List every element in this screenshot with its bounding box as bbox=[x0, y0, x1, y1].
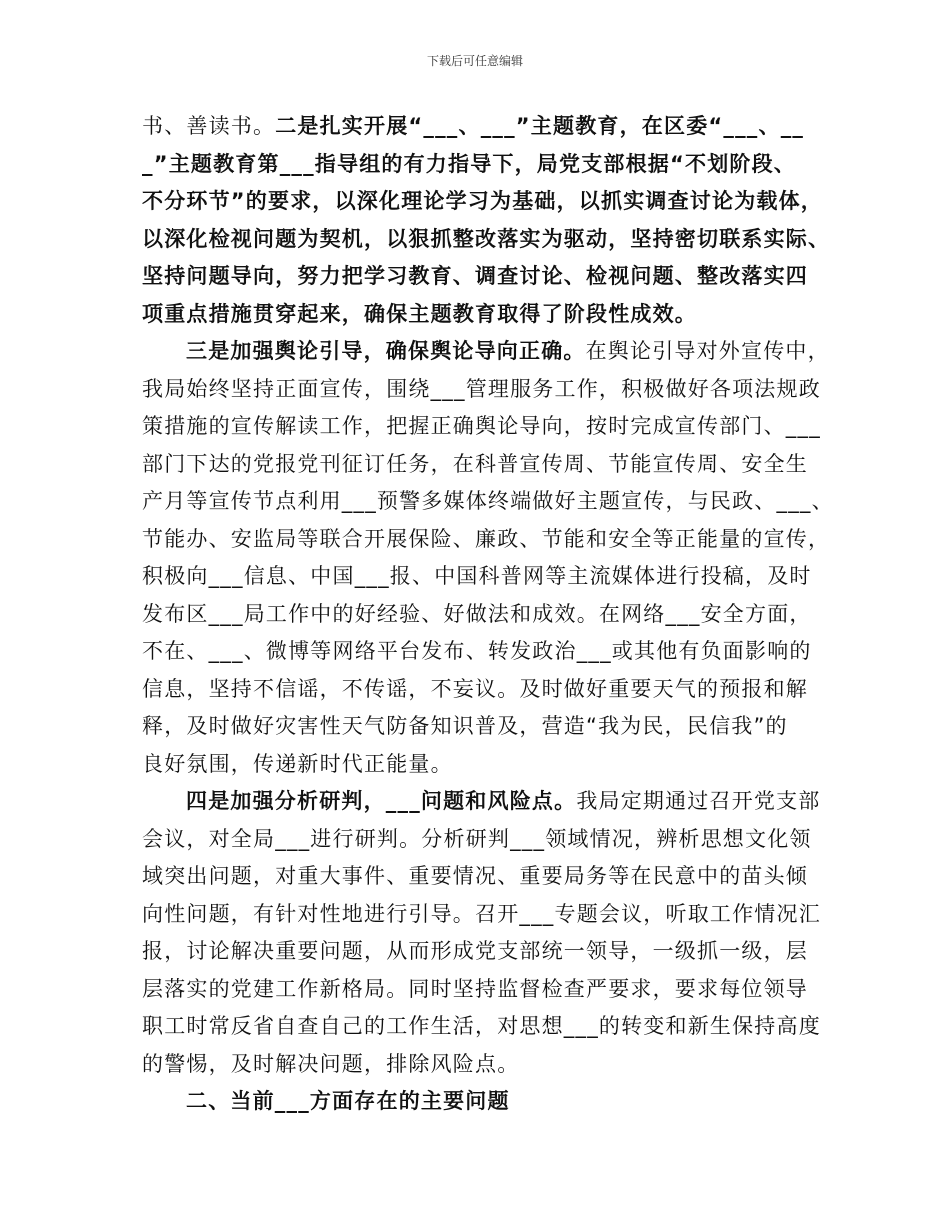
text-segment: 会议，对全局___进行研判。分析研判___领域情况，辨析思想文化领 bbox=[142, 826, 812, 851]
text-segment: 层落实的党建工作新格局。同时坚持监督检查严要求，要求每位领导 bbox=[142, 976, 808, 1001]
text-line bbox=[142, 1083, 822, 1121]
text-segment: 节能办、安监局等联合开展保险、廉政、节能和安全等正能量的宣传， bbox=[142, 526, 831, 551]
text-line bbox=[142, 296, 822, 334]
text-line bbox=[142, 783, 822, 821]
text-line bbox=[142, 896, 822, 934]
document-body bbox=[142, 108, 834, 1121]
text-line bbox=[142, 221, 831, 259]
text-line bbox=[142, 558, 822, 596]
text-segment: 向性问题，有针对性地进行引导。召开___专题会议，听取工作情况汇 bbox=[142, 901, 821, 926]
text-line bbox=[142, 1008, 822, 1046]
text-line bbox=[142, 108, 822, 146]
page-header: 下载后可任意编辑 bbox=[426, 54, 523, 68]
text-segment: 良好氛围，传递新时代正能量。 bbox=[142, 751, 453, 776]
text-line bbox=[142, 633, 822, 671]
text-segment: 在舆论引导对外宣传中， bbox=[585, 339, 830, 363]
text-line bbox=[142, 446, 822, 484]
text-line bbox=[142, 596, 822, 634]
text-line bbox=[142, 333, 830, 371]
text-segment: 报，讨论解决重要问题，从而形成党支部统一领导，一级抓一级，层 bbox=[142, 939, 808, 963]
text-line bbox=[142, 521, 831, 559]
text-line bbox=[142, 671, 822, 709]
text-line bbox=[142, 858, 822, 896]
text-segment: 项重点措施贯穿起来，确保主题教育取得了阶段性成效。 bbox=[142, 301, 697, 326]
text-line bbox=[142, 371, 822, 409]
text-segment: 信息，坚持不信谣，不传谣，不妄议。及时做好重要天气的预报和解 bbox=[142, 676, 808, 701]
text-line bbox=[142, 408, 822, 446]
text-segment: 发布区___局工作中的好经验、好做法和成效。在网络___安全方面， bbox=[142, 601, 812, 626]
text-segment: 以深化检视问题为契机，以狠抓整改落实为驱动，坚持密切联系实际、 bbox=[142, 226, 831, 251]
text-segment: 我局定期通过召开党支部 bbox=[576, 789, 821, 813]
text-line bbox=[142, 258, 822, 296]
text-segment: 职工时常反省自查自己的工作生活，对思想___的转变和新生保持高度 bbox=[142, 1014, 821, 1038]
text-segment: 产月等宣传节点利用___预警多媒体终端做好主题宣传，与民政、___、 bbox=[142, 489, 834, 513]
text-segment: 不在、___、微博等网络平台发布、转发政治___或其他有负面影响的 bbox=[142, 639, 812, 663]
text-segment: 三是加强舆论引导，确保舆论导向正确。 bbox=[186, 339, 586, 363]
text-segment: 书、善读书。 bbox=[142, 114, 276, 138]
text-segment: 二是扎实开展“___、___”主题教育，在区委“___、__ bbox=[275, 114, 805, 138]
text-line bbox=[142, 746, 822, 784]
text-line bbox=[142, 183, 822, 221]
text-segment: 坚持问题导向，努力把学习教育、调查讨论、检视问题、整改落实四 bbox=[142, 264, 808, 288]
text-line bbox=[142, 708, 822, 746]
text-line bbox=[142, 146, 822, 184]
text-segment: _”主题教育第___指导组的有力指导下，局党支部根据“不划阶段、 bbox=[142, 151, 797, 176]
text-line bbox=[142, 933, 822, 971]
text-line bbox=[142, 1046, 822, 1084]
text-segment: 策措施的宣传解读工作，把握正确舆论导向，按时完成宣传部门、___ bbox=[142, 414, 821, 438]
text-line bbox=[142, 821, 822, 859]
text-segment: 释，及时做好灾害性天气防备知识普及，营造“我为民，民信我”的 bbox=[142, 714, 788, 738]
text-segment: 部门下达的党报党刊征订任务，在科普宣传周、节能宣传周、安全生 bbox=[142, 451, 808, 476]
text-segment: 的警惕，及时解决问题，排除风险点。 bbox=[142, 1051, 520, 1076]
text-segment: 我局始终坚持正面宣传，围绕___管理服务工作，积极做好各项法规政 bbox=[142, 376, 821, 401]
text-line bbox=[142, 971, 822, 1009]
text-segment: 四是加强分析研判，___问题和风险点。 bbox=[186, 789, 577, 813]
text-segment: 不分环节”的要求，以深化理论学习为基础，以抓实调查讨论为载体， bbox=[142, 189, 823, 213]
text-segment: 积极向___信息、中国___报、中国科普网等主流媒体进行投稿，及时 bbox=[142, 564, 812, 588]
text-segment: 二、当前___方面存在的主要问题 bbox=[186, 1089, 510, 1113]
text-line bbox=[142, 483, 834, 521]
text-segment: 域突出问题，对重大事件、重要情况、重要局务等在民意中的苗头倾 bbox=[142, 864, 808, 888]
